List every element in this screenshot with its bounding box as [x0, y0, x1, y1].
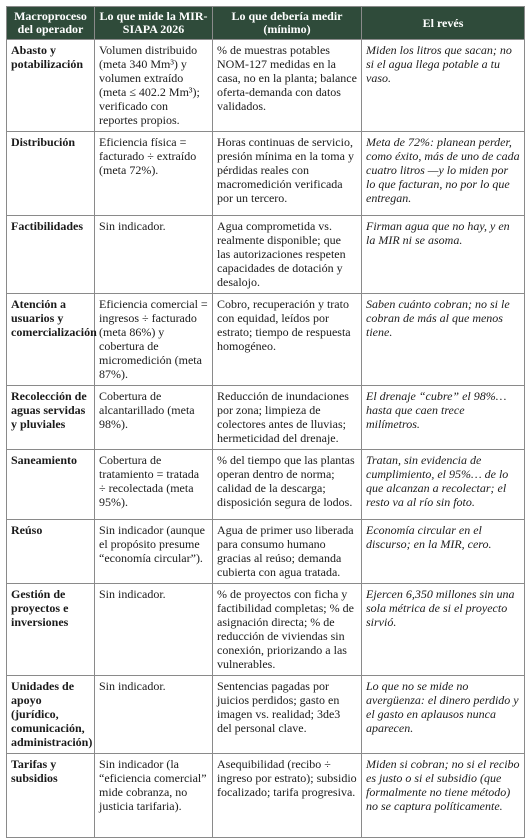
process-cell: Saneamiento	[7, 450, 95, 520]
measured-cell: Volumen distribuido (meta 340 Mm³) y volumen extraído (meta ≤ 402.2 Mm³); verificado con reportes propios.	[95, 40, 213, 132]
measured-cell: Sin indicador (aunque el propósito presume “economía circular”).	[95, 520, 213, 584]
mir-comparison-table	[6, 6, 525, 838]
should-measure-cell: Agua comprometida vs. realmente disponible; que las autorizaciones respeten capacidades de dotación y desalojo.	[213, 216, 362, 294]
header-lo-que-deberia-medir: Lo que debería medir (mínimo)	[213, 7, 362, 40]
table-row	[7, 450, 525, 520]
table-row	[7, 132, 525, 216]
table-header-row	[7, 7, 525, 40]
table-row	[7, 584, 525, 676]
measured-cell: Sin indicador.	[95, 676, 213, 754]
table-row	[7, 40, 525, 132]
reverse-cell: Ejercen 6,350 millones sin una sola métrica de si el proyecto sirvió.	[362, 584, 525, 676]
process-cell: Recolección de aguas servidas y pluviales	[7, 386, 95, 450]
table-row	[7, 754, 525, 838]
should-measure-cell: Cobro, recuperación y trato con equidad, leídos por estrato; tiempo de respuesta homogéneo.	[213, 294, 362, 386]
reverse-cell: El drenaje “cubre” el 98%… hasta que caen trece milímetros.	[362, 386, 525, 450]
process-cell: Factibilidades	[7, 216, 95, 294]
process-cell: Unidades de apoyo (jurídico, comunicación, administración)	[7, 676, 95, 754]
process-cell: Atención a usuarios y comercialización	[7, 294, 95, 386]
header-el-reves: El revés	[362, 7, 525, 40]
table-row	[7, 386, 525, 450]
should-measure-cell: Agua de primer uso liberada para consumo humano gracias al reúso; demanda cubierta con agua tratada.	[213, 520, 362, 584]
should-measure-cell: Reducción de inundaciones por zona; limpieza de colectores antes de lluvias; hermeticidad del drenaje.	[213, 386, 362, 450]
measured-cell: Eficiencia comercial = ingresos ÷ facturado (meta 86%) y cobertura de micromedición (meta 87%).	[95, 294, 213, 386]
should-measure-cell: % del tiempo que las plantas operan dentro de norma; calidad de la descarga; disposición segura de lodos.	[213, 450, 362, 520]
process-cell: Reúso	[7, 520, 95, 584]
process-cell: Distribución	[7, 132, 95, 216]
reverse-cell: Tratan, sin evidencia de cumplimiento, el 95%… de lo que alcanzan a recolectar; el resto va al río sin foto.	[362, 450, 525, 520]
measured-cell: Cobertura de tratamiento = tratada ÷ recolectada (meta 95%).	[95, 450, 213, 520]
table-row	[7, 294, 525, 386]
reverse-cell: Meta de 72%: planean perder, como éxito, más de uno de cada cuatro litros —y lo miden por lo que facturan, no por lo que entregan.	[362, 132, 525, 216]
process-cell: Abasto y potabilización	[7, 40, 95, 132]
process-cell: Gestión de proyectos e inversiones	[7, 584, 95, 676]
reverse-cell: Miden si cobran; no si el recibo es justo o si el subsidio (que formalmente no tiene método) no se captura políticamente.	[362, 754, 525, 838]
process-cell: Tarifas y subsidios	[7, 754, 95, 838]
measured-cell: Eficiencia física = facturado ÷ extraído (meta 72%).	[95, 132, 213, 216]
should-measure-cell: % de proyectos con ficha y factibilidad completas; % de asignación directa; % de reducción de viviendas sin conexión, priorizando a las vulnerables.	[213, 584, 362, 676]
measured-cell: Sin indicador.	[95, 584, 213, 676]
should-measure-cell: Asequibilidad (recibo ÷ ingreso por estrato); subsidio focalizado; tarifa progresiva.	[213, 754, 362, 838]
reverse-cell: Saben cuánto cobran; no si le cobran de más al que menos tiene.	[362, 294, 525, 386]
measured-cell: Sin indicador (la “eficiencia comercial” mide cobranza, no justicia tarifaria).	[95, 754, 213, 838]
header-macroproceso: Macroproceso del operador	[7, 7, 95, 40]
should-measure-cell: Sentencias pagadas por juicios perdidos; gasto en imagen vs. realidad; 3de3 del personal clave.	[213, 676, 362, 754]
header-lo-que-mide: Lo que mide la MIR-SIAPA 2026	[95, 7, 213, 40]
measured-cell: Cobertura de alcantarillado (meta 98%).	[95, 386, 213, 450]
should-measure-cell: Horas continuas de servicio, presión mínima en la toma y pérdidas reales con macromedición verificada por un tercero.	[213, 132, 362, 216]
table-row	[7, 520, 525, 584]
table-row	[7, 216, 525, 294]
table-body	[7, 40, 525, 838]
reverse-cell: Lo que no se mide no avergüenza: el dinero perdido y el gasto en aplausos nunca aparecen.	[362, 676, 525, 754]
measured-cell: Sin indicador.	[95, 216, 213, 294]
reverse-cell: Miden los litros que sacan; no si el agua llega potable a tu vaso.	[362, 40, 525, 132]
should-measure-cell: % de muestras potables NOM-127 medidas en la casa, no en la planta; balance oferta-demanda con datos validados.	[213, 40, 362, 132]
reverse-cell: Economía circular en el discurso; en la MIR, cero.	[362, 520, 525, 584]
table-row	[7, 676, 525, 754]
reverse-cell: Firman agua que no hay, y en la MIR ni se asoma.	[362, 216, 525, 294]
